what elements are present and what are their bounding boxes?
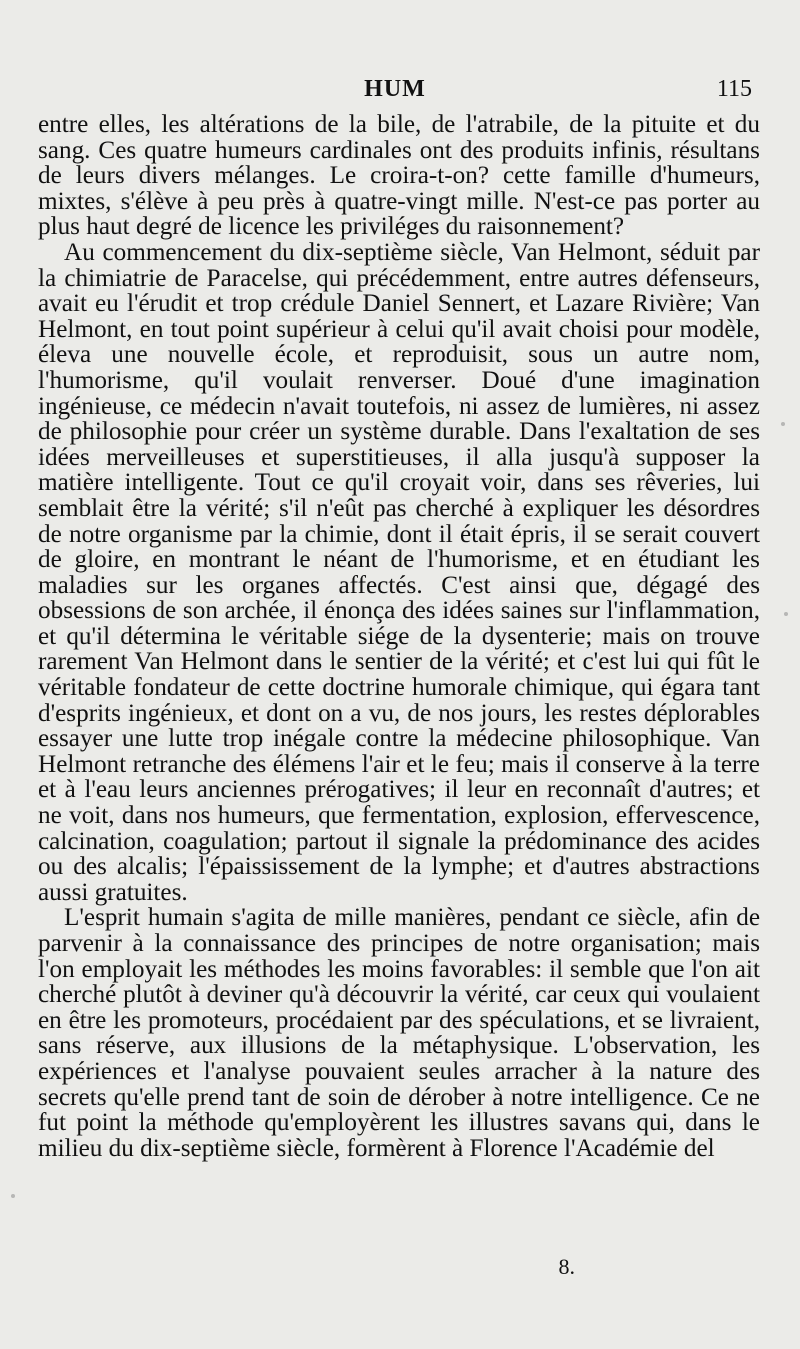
margin-speck: [784, 612, 788, 616]
running-head: HUM: [364, 76, 426, 102]
paragraph-3: L'esprit humain s'agita de mille manières, pendant ce siècle, afin de parvenir à la connaissance des principes de notre organisation; mais l'on employait les méthodes les moins favorables: il semble que l'on ait cherché plutôt à deviner qu'à découvrir la vérité, car ceux qui voulaient en être les promoteurs, procédaient par des spéculations, et se livraient, sans réserve, aux illusions de la métaphysique. L'observation, les expériences et l'analyse pouvaient seules arracher à la nature des secrets qu'elle prend tant de soin de dérober à notre intelligence. Ce ne fut point la méthode qu'employèrent les illustres savans qui, dans le milieu du dix-septième siècle, formèrent à Florence l'Académie del: [38, 904, 760, 1162]
paragraph-1: entre elles, les altérations de la bile, de l'atrabile, de la pituite et du sang. Ces quatre humeurs cardinales ont des produits infinis, résultans de leurs divers mélanges. Le croira-t-on? cette famille d'humeurs, mixtes, s'élève à peu près à quatre-vingt mille. N'est-ce pas porter au plus haut degré de licence les priviléges du raisonnement?: [38, 111, 760, 241]
margin-speck: [781, 422, 785, 426]
body-text: [38, 112, 760, 1161]
paragraph-2: Au commencement du dix-septième siècle, Van Helmont, séduit par la chimiatrie de Paracelse, qui précédemment, entre autres défenseurs, avait eu l'érudit et trop crédule Daniel Sennert, et Lazare Rivière; Van Helmont, en tout point supérieur à celui qu'il avait choisi pour modèle, éleva une nouvelle école, et reproduisit, sous un autre nom, l'humorisme, qu'il voulait renverser. Doué d'une imagination ingénieuse, ce médecin n'avait toutefois, ni assez de lumières, ni assez de philosophie pour créer un système durable. Dans l'exaltation de ses idées merveilleuses et superstitieuses, il alla jusqu'à supposer la matière intelligente. Tout ce qu'il croyait voir, dans ses rêveries, lui semblait être la vérité; s'il n'eût pas cherché à expliquer les désordres de notre organisme par la chimie, dont il était épris, il se serait couvert de gloire, en montrant le néant de l'humorisme, et en étudiant les maladies sur les organes affectés. C'est ainsi que, dégagé des obsessions de son archée, il énonça des idées saines sur l'inflammation, et qu'il détermina le véritable siége de la dysenterie; mais on trouve rarement Van Helmont dans le sentier de la vérité; et c'est lui qui fût le véritable fondateur de cette doctrine humorale chimique, qui égara tant d'esprits ingénieux, et dont on a vu, de nos jours, les restes déplorables essayer une lutte trop inégale contre la médecine philosophique. Van Helmont retranche des élémens l'air et le feu; mais il conserve à la terre et à l'eau leurs anciennes prérogatives; il leur en reconnaît d'autres; et ne voit, dans nos humeurs, que fermentation, explosion, effervescence, calcination, coagulation; partout il signale la prédominance des acides ou des alcalis; l'épaississement de la lymphe; et d'autres abstractions aussi gratuites.: [38, 238, 760, 906]
signature-mark: 8.: [558, 1254, 575, 1279]
page-header: [38, 76, 752, 110]
page-number: 115: [716, 76, 752, 102]
margin-speck: [11, 1194, 15, 1198]
